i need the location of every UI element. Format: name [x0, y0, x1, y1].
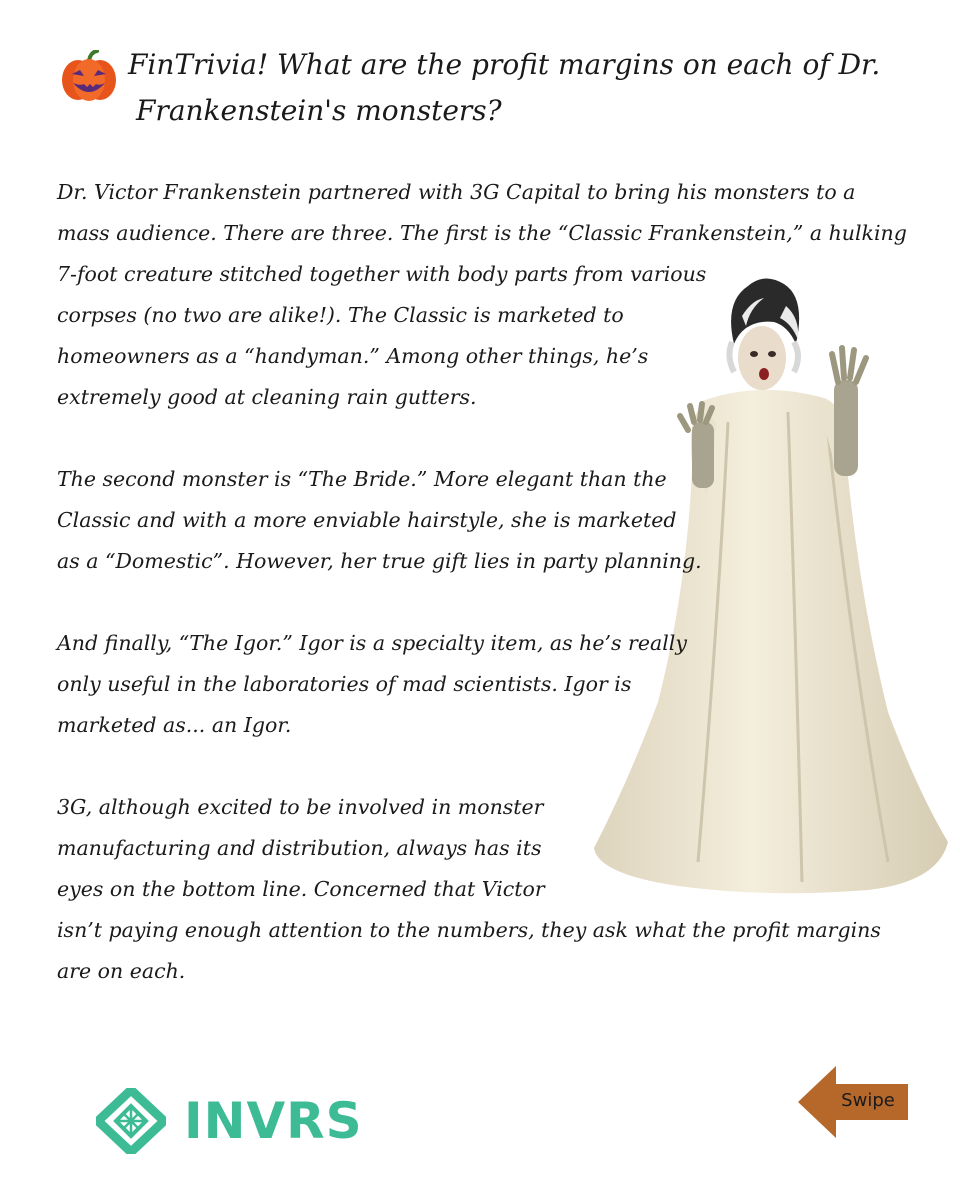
- paragraph-3g: [57, 787, 902, 992]
- swipe-button[interactable]: [798, 1066, 910, 1138]
- text-line: homeowners as a “handyman.” Among other things, he’s: [57, 344, 649, 368]
- text-line: are on each.: [57, 959, 186, 983]
- text-line: mass audience. There are three. The first is the “Classic Frankenstein,” a hulking: [57, 221, 907, 245]
- jack-o-lantern-icon: [60, 50, 118, 102]
- logo-wordmark: INVRS: [184, 1092, 363, 1150]
- text-line: And finally, “The Igor.” Igor is a specialty item, as he’s really: [57, 631, 687, 655]
- swipe-label: Swipe: [841, 1090, 895, 1111]
- title-line-1: FinTrivia! What are the profit margins on each of Dr.: [128, 48, 881, 81]
- article-body: [57, 172, 907, 1033]
- paragraph-igor: [57, 623, 902, 746]
- text-line: Dr. Victor Frankenstein partnered with 3G Capital to bring his monsters to a: [57, 180, 856, 204]
- text-line: eyes on the bottom line. Concerned that Victor: [57, 877, 545, 901]
- text-line: only useful in the laboratories of mad scientists. Igor is: [57, 672, 632, 696]
- text-line: marketed as... an Igor.: [57, 713, 292, 737]
- text-line: 3G, although excited to be involved in monster: [57, 795, 544, 819]
- text-line: extremely good at cleaning rain gutters.: [57, 385, 477, 409]
- page-title: [128, 42, 908, 134]
- text-line: manufacturing and distribution, always has its: [57, 836, 542, 860]
- text-line: isn’t paying enough attention to the numbers, they ask what the profit margins: [57, 918, 881, 942]
- text-line: corpses (no two are alike!). The Classic is marketed to: [57, 303, 624, 327]
- text-line: Classic and with a more enviable hairstyle, she is marketed: [57, 508, 677, 532]
- title-line-2: Frankenstein's monsters?: [136, 94, 502, 127]
- text-line: The second monster is “The Bride.” More elegant than the: [57, 467, 667, 491]
- paragraph-classic: [57, 172, 907, 418]
- paragraph-bride: [57, 459, 902, 582]
- text-line: 7-foot creature stitched together with body parts from various: [57, 262, 707, 286]
- invrs-logo: [96, 1088, 386, 1154]
- text-line: as a “Domestic”. However, her true gift lies in party planning.: [57, 549, 702, 573]
- invrs-logo-icon: [96, 1088, 166, 1154]
